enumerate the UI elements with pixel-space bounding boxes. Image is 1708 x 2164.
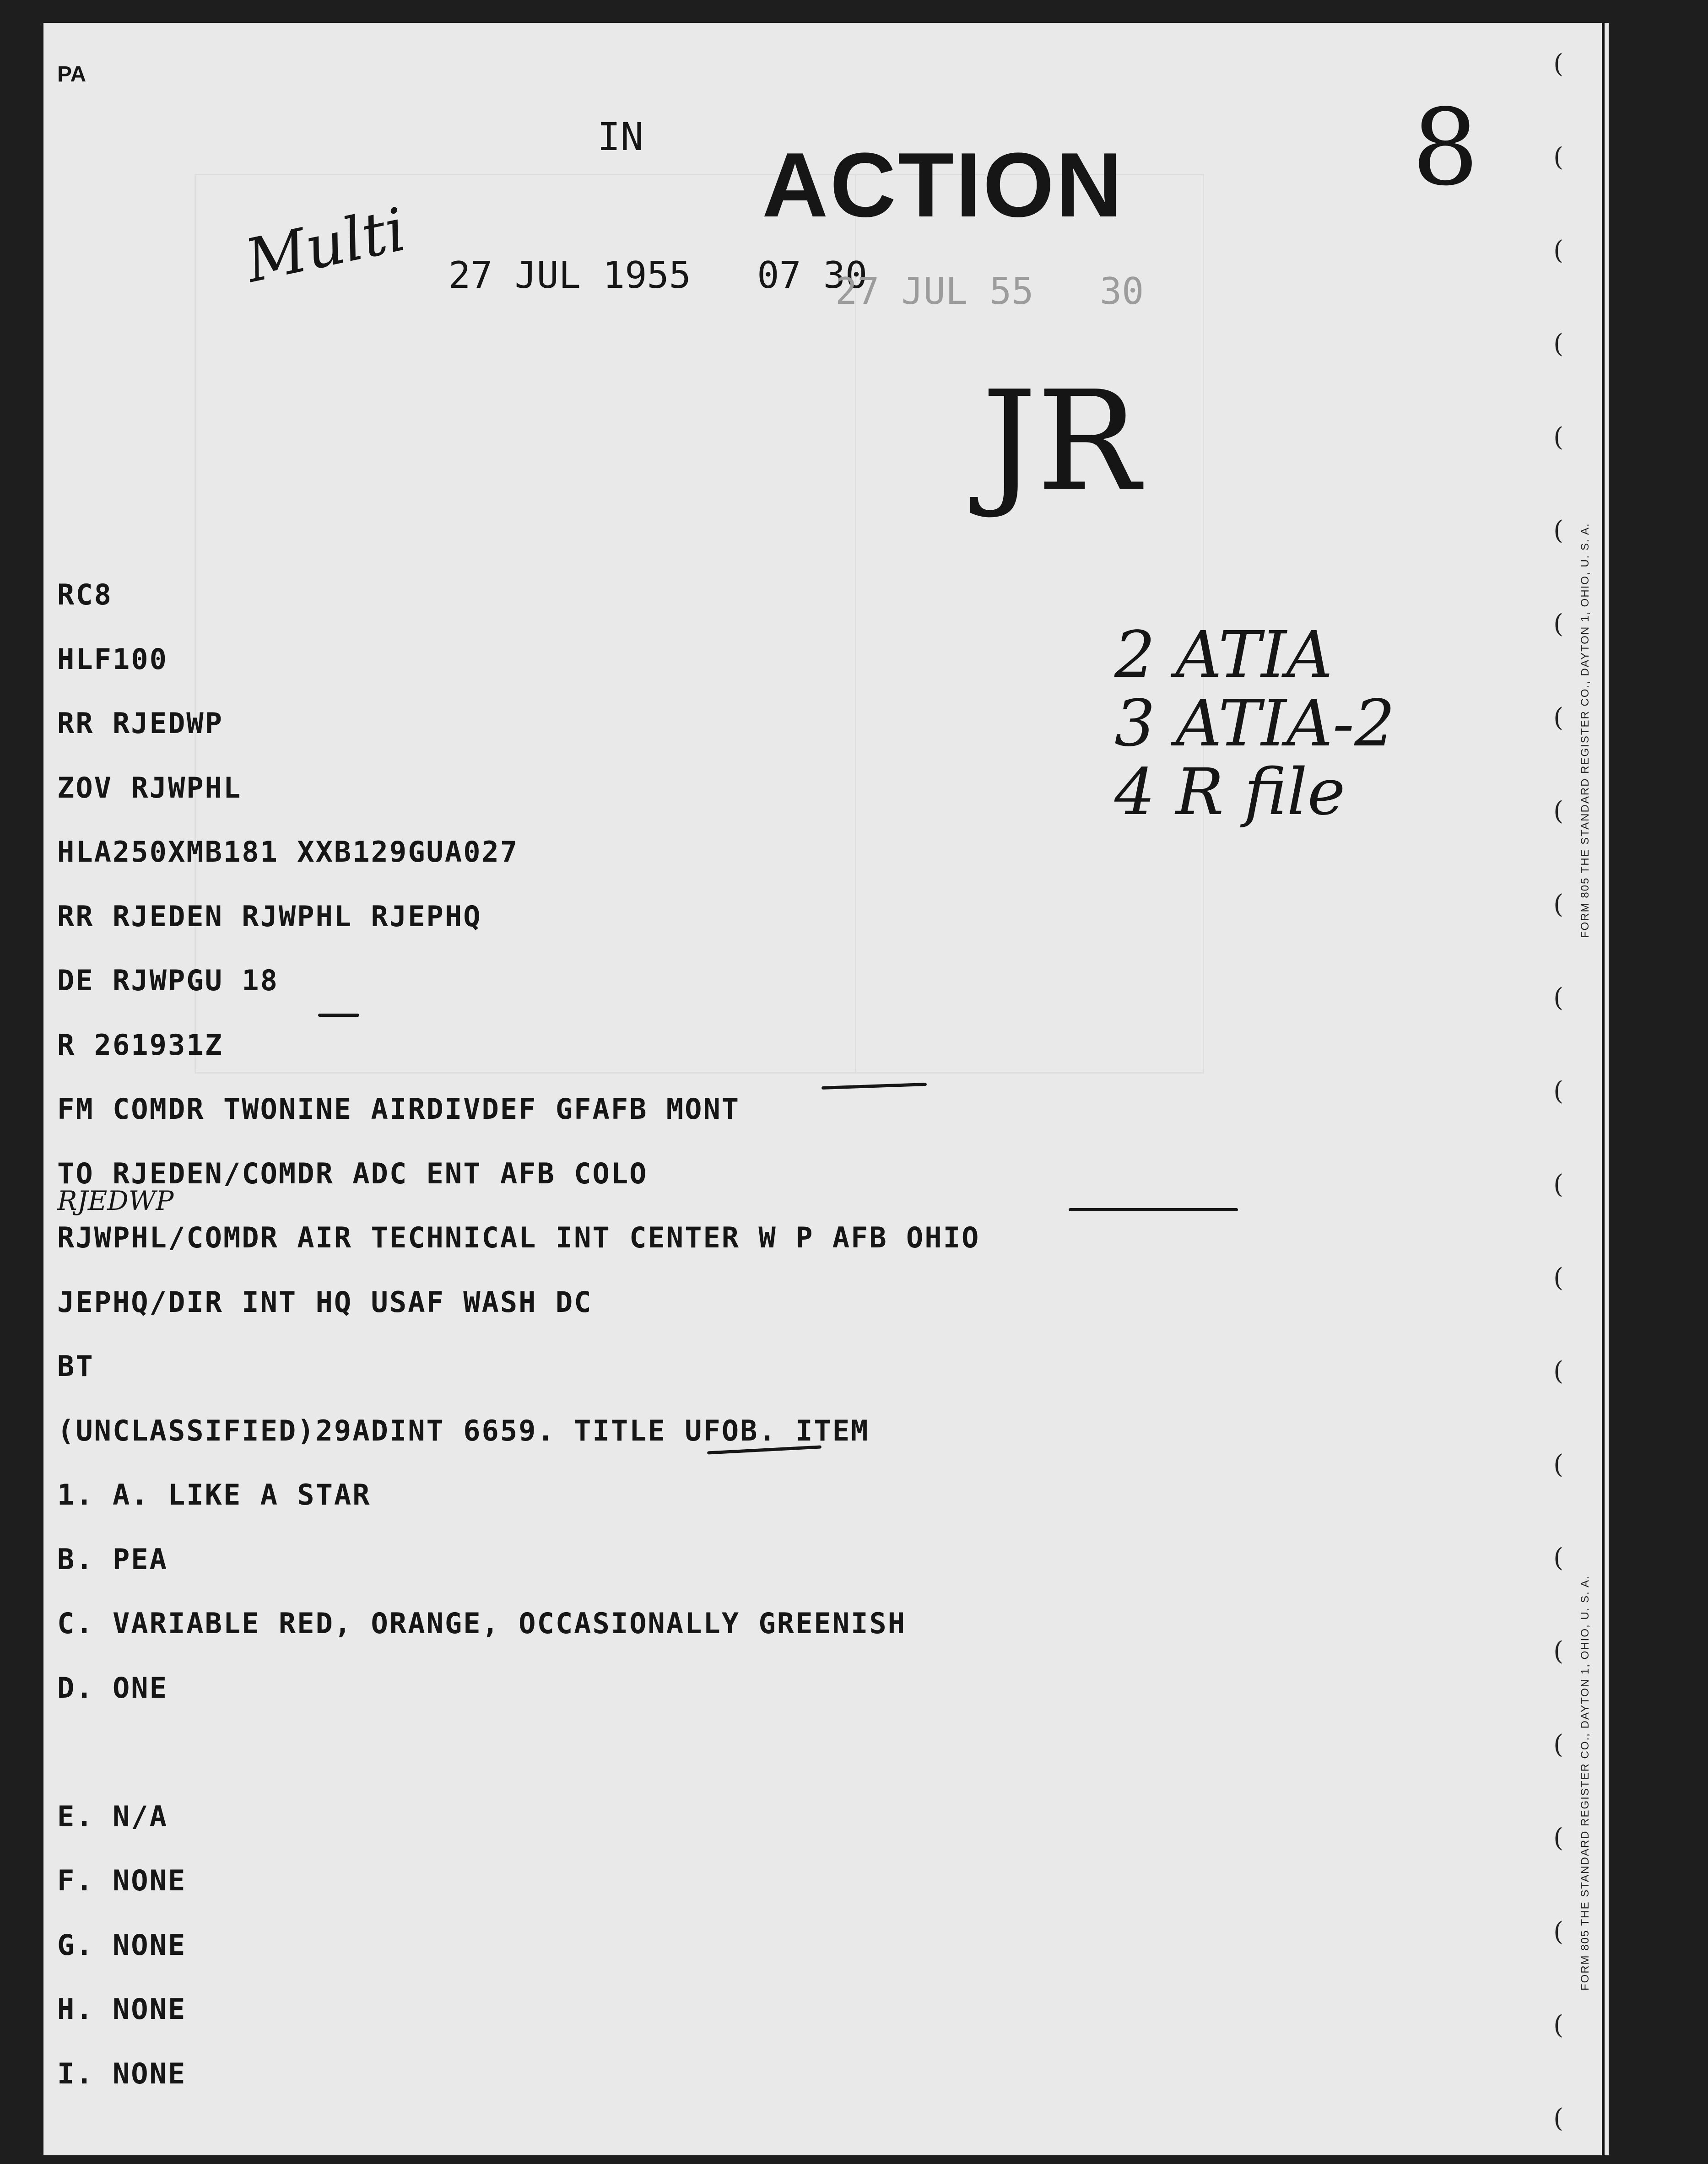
punch-mark: ( (1553, 796, 1563, 826)
message-line: D. ONE (57, 1671, 168, 1705)
message-line: JEPHQ/DIR INT HQ USAF WASH DC (57, 1285, 593, 1319)
punch-mark: ( (1553, 889, 1563, 919)
pen-underline (1069, 1208, 1238, 1211)
message-gap (57, 1720, 980, 1785)
message-line: H. NONE (57, 1992, 187, 2026)
punch-mark: ( (1553, 1450, 1563, 1480)
punch-mark: ( (1553, 1730, 1563, 1760)
message-line: E. N/A (57, 1799, 168, 1833)
punch-mark: ( (1553, 1169, 1563, 1199)
punch-mark: ( (1553, 2010, 1563, 2040)
pa-mark: PA (57, 62, 86, 86)
punch-mark: ( (1553, 1916, 1563, 1947)
punch-mark: ( (1553, 142, 1563, 173)
message-line: I. NONE (57, 2056, 187, 2090)
message-line: HLF100 (57, 642, 168, 676)
form-label-bottom: FORM 805 THE STANDARD REGISTER CO., DAYTON 1, OHIO, U. S. A. (1579, 1575, 1591, 1991)
message-line: RR RJEDEN RJWPHL RJEPHQ (57, 899, 482, 933)
punch-mark: ( (1553, 49, 1563, 79)
faint-datetime-stamp: 27 JUL 55 30 (835, 270, 1144, 313)
message-line: BT (57, 1349, 94, 1383)
message-line: DE RJWPGU 18 (57, 964, 279, 997)
action-stamp: ACTION (762, 134, 1124, 236)
message-line: TO RJEDEN/COMDR ADC ENT AFB COLO (57, 1156, 648, 1190)
message-line: HLA250XMB181 XXB129GUA027 (57, 835, 519, 869)
form-label-top: FORM 805 THE STANDARD REGISTER CO., DAYTON 1, OHIO, U. S. A. (1579, 523, 1591, 938)
message-line: G. NONE (57, 1928, 187, 1962)
in-stamp: IN (597, 114, 644, 159)
routing-line-3: 4 R file (1114, 755, 1346, 830)
punch-mark: ( (1553, 1076, 1563, 1106)
punch-mark: ( (1553, 422, 1563, 453)
punch-mark: ( (1553, 1263, 1563, 1293)
punch-mark: ( (1553, 609, 1563, 639)
punch-mark: ( (1553, 236, 1563, 266)
punch-mark: ( (1553, 2103, 1563, 2133)
pen-underline (318, 1014, 359, 1017)
message-line: 1. A. LIKE A STAR (57, 1478, 371, 1511)
margin-rule (1602, 23, 1605, 2155)
routing-line-2: 3 ATIA-2 (1114, 686, 1395, 761)
punch-mark: ( (1553, 1636, 1563, 1667)
message-body (57, 563, 980, 2106)
handwritten-initials: JR (982, 362, 1140, 521)
received-datetime-stamp: 27 JUL 1955 07 30 (449, 254, 868, 297)
message-line: FM COMDR TWONINE AIRDIVDEF GFAFB MONT (57, 1092, 740, 1126)
message-line: RC8 (57, 578, 113, 611)
message-line: RJWPHL/COMDR AIR TECHNICAL INT CENTER W P AFB OHIO (57, 1221, 980, 1254)
punch-mark: ( (1553, 516, 1563, 546)
punch-mark: ( (1553, 1356, 1563, 1387)
handwritten-multi: Multi (239, 194, 412, 296)
punch-mark: ( (1553, 1823, 1563, 1853)
message-line: RR RJEDWP (57, 707, 223, 740)
message-line: C. VARIABLE RED, ORANGE, OCCASIONALLY GREENISH (57, 1607, 907, 1640)
punch-mark: ( (1553, 702, 1563, 733)
routing-line-1: 2 ATIA (1114, 618, 1333, 692)
message-line: ZOV RJWPHL (57, 771, 242, 804)
punch-mark: ( (1553, 329, 1563, 359)
margin-punch-column (1531, 50, 1586, 2132)
document-page (43, 23, 1609, 2155)
punch-mark: ( (1553, 1543, 1563, 1573)
message-line: B. PEA (57, 1542, 168, 1576)
message-line: R 261931Z (57, 1028, 223, 1062)
page-number: 8 (1412, 87, 1479, 209)
handwritten-correction: RJEDWP (57, 1185, 174, 1216)
message-line: F. NONE (57, 1864, 187, 1897)
punch-mark: ( (1553, 982, 1563, 1013)
message-line: (UNCLASSIFIED)29ADINT 6659. TITLE UFOB. ITEM (57, 1414, 870, 1447)
